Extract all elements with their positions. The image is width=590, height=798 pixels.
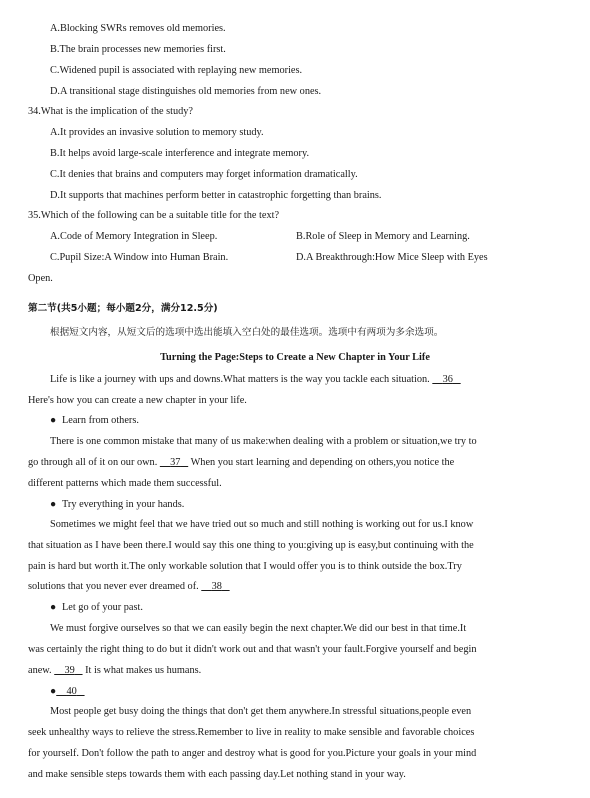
para-3-line-3: pain is hard but worth it.The only workable solution that I would offer you is to think outside the box.Try [28,561,462,572]
para-1-line-1: Life is like a journey with ups and downs.What matters is the way you tackle each situation. 36 [50,373,554,386]
bullet-icon: ● [50,415,57,426]
para-2-line-1: There is one common mistake that many of us make:when dealing with a problem or situation,we try to [50,436,477,447]
blank-39: 39 [64,665,75,676]
q35-option-b: B.Role of Sleep in Memory and Learning. [296,231,470,242]
q35-option-d: D.A Breakthrough:How Mice Sleep with Eyes [296,252,488,263]
para-1-line-2: Here's how you can create a new chapter in your life. [28,395,247,406]
q34-stem: 34.What is the implication of the study? [28,106,194,117]
subheading-4 [50,685,554,698]
para-4-line-3: anew. 39 It is what makes us humans. [28,665,202,676]
q35-row-1 [50,230,554,243]
para-5-line-4: and make sensible steps towards them with each passing day.Let nothing stand in your way. [28,769,406,780]
q34-option-d: D.It supports that machines perform better in catastrophic forgetting than brains. [50,190,382,201]
q33-option-a: A.Blocking SWRs removes old memories. [50,23,226,34]
para-2-line-3: different patterns which made them successful. [28,478,222,489]
para-5-line-3: for yourself. Don't follow the path to anger and destroy what is good for you.Picture your goals in your mind [28,748,477,759]
para-3-line-2: that situation as I have been there.I would say this one thing to you:giving up is easy,but continuing with the [28,540,474,551]
bullet-icon: ● [50,686,57,697]
subheading-1: ● Learn from others. [50,415,139,426]
q34-option-c: C.It denies that brains and computers may forget information dramatically. [50,169,358,180]
subheading-2: ● Try everything in your hands. [50,499,185,510]
q33-option-d: D.A transitional stage distinguishes old memories from new ones. [50,86,322,97]
q33-option-b: B.The brain processes new memories first. [50,44,226,55]
q35-option-a: A.Code of Memory Integration in Sleep. [50,231,218,242]
subheading-3: ● Let go of your past. [50,602,143,613]
blank-38: 38 [211,581,222,592]
q35-row-2 [50,251,554,264]
para-2-line-2: go through all of it on our own. 37 When you start learning and depending on others,you notice the [28,457,455,468]
para-5-line-2: seek unhealthy ways to relieve the stress.Remember to live in reality to make sensible and favorable choices [28,727,475,738]
para-4-line-2: was certainly the right thing to do but it didn't work out and that wasn't your fault.Forgive yourself and begin [28,644,477,655]
blank-36: 36 [442,374,453,385]
bullet-icon: ● [50,499,57,510]
bullet-icon: ● [50,602,57,613]
para-5-line-1: Most people get busy doing the things that don't get them anywhere.In stressful situations,people even [50,706,472,717]
para-4-line-1: We must forgive ourselves so that we can easily begin the next chapter.We did our best in that time.It [50,623,467,634]
blank-40: 40 [66,686,77,697]
q35-option-c: C.Pupil Size:A Window into Human Brain. [50,252,229,263]
section-instruction: 根据短文内容，从短文后的选项中选出能填入空白处的最佳选项。选项中有两项为多余选项。 [50,327,444,338]
para-3-line-1: Sometimes we might feel that we have tried out so much and still nothing is working out for us.I know [50,519,474,530]
para-3-line-4: solutions that you never ever dreamed of. 38 [28,580,554,593]
blank-37: 37 [170,457,181,468]
section-heading: 第二节(共5小题；每小题2分，满分12.5分) [28,303,218,314]
passage-title: Turning the Page:Steps to Create a New Chapter in Your Life [160,352,430,363]
q34-option-a: A.It provides an invasive solution to memory study. [50,127,264,138]
q35-stem: 35.Which of the following can be a suitable title for the text? [28,210,280,221]
q33-option-c: C.Widened pupil is associated with replaying new memories. [50,65,303,76]
q34-option-b: B.It helps avoid large-scale interference and integrate memory. [50,148,310,159]
q35-option-d-continued: Open. [28,273,53,284]
